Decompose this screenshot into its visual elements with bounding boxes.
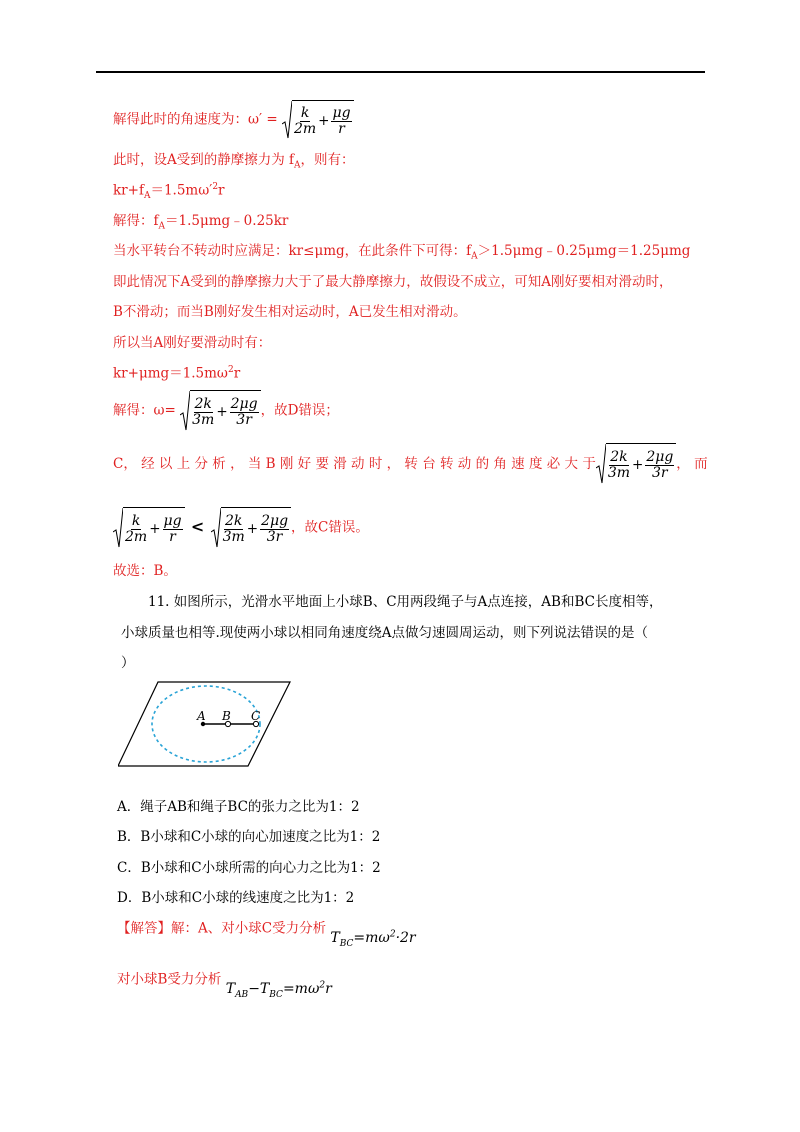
label-c: C	[251, 709, 261, 723]
line-equation-1: $kr+f_A=1.5m\omega'^2r$	[113, 182, 225, 202]
omega-prime-label: 解得此时的角速度为：ω′ =	[113, 111, 278, 128]
question-number: 11.	[148, 594, 170, 610]
line-conclusion-2: B不滑动；而当B刚好发生相对运动时，A已发生相对滑动。	[113, 304, 467, 320]
line-omega-prime	[113, 100, 354, 140]
line-omega-result: 解得：ω= $\frac{2k}{3m}$ + $\frac{2\mu g}{3r}$ ，故D错误；	[113, 390, 339, 432]
answer-line-2: 对小球B受力分析 $T_{AB}-T_{BC}=m\omega^2r$	[117, 971, 332, 1000]
sqrt-expression-2: $\frac{2k}{3m}$ + $\frac{2\mu g}{3r}$	[180, 390, 260, 432]
sqrt-expression-1: $\frac{k}{2m}$ + $\frac{\mu g}{r}$	[282, 100, 354, 140]
line-comparison: $\frac{k}{2m}$ + $\frac{\mu g}{r}$ < $\frac{2k}{3m}$ + $\frac{2\mu g}{3r}$ ，故C错误。	[113, 507, 369, 549]
header-rule	[96, 71, 705, 73]
line-solve-fa: 解得：$f_A=1.5\mu mg﹣0.25kr$	[113, 213, 289, 232]
sqrt-expression-4: $\frac{k}{2m}$ + $\frac{\mu g}{r}$	[113, 507, 185, 549]
line-static-friction: 此时，设A受到的静摩擦力为 $f_A$，则有：	[113, 152, 355, 171]
formula-tbc: $T_{BC}=m\omega^2\cdot 2r$	[330, 929, 416, 949]
option-d[interactable]: D．B小球和C小球的线速度之比为1：2	[117, 890, 355, 906]
label-b: B	[222, 709, 231, 723]
radical-sign	[180, 390, 190, 432]
sqrt-expression-5: $\frac{2k}{3m}$ + $\frac{2\mu g}{3r}$	[211, 507, 291, 549]
radical-sign	[211, 507, 221, 549]
figure-circular-motion	[118, 680, 293, 770]
formula-tab: $T_{AB}-T_{BC}=m\omega^2r$	[225, 980, 332, 1000]
line-equation-2: $kr+\mu mg=1.5m\omega^2r$	[113, 365, 241, 382]
answer-line-1: 【解答】解：A、对小球C受力分析 $T_{BC}=m\omega^2\cdot 2r$	[117, 920, 416, 949]
line-condition: 当水平转台不转动时应满足：kr≤μmg，在此条件下可得：$f_A>1.5\mu mg﹣0.25\mu mg=1.25\mu mg$	[113, 243, 691, 262]
line-c-analysis: C， 经 以 上 分 析 ， 当 B 刚 好 要 滑 动 时 ， 转 台 转 动 的 角 速 度 必 大 于 $\frac{2k}{3m}$ + $\frac{2\mu g}{3r}$ ， 而	[113, 443, 705, 485]
question-line-1: 11. 如图所示，光滑水平地面上小球B、C用两段绳子与A点连接，AB和BC长度相等，	[148, 594, 663, 610]
label-a: A	[197, 709, 206, 723]
line-answer-choice: 故选：B。	[113, 563, 177, 579]
question-line-2: 小球质量也相等.现使两小球以相同角速度绕A点做匀速圆周运动，则下列说法错误的是（	[121, 625, 649, 641]
line-when-a-slides: 所以当A刚好要滑动时有：	[113, 335, 272, 351]
option-a[interactable]: A．绳子AB和绳子BC的张力之比为1：2	[117, 799, 360, 815]
sqrt-expression-3: $\frac{2k}{3m}$ + $\frac{2\mu g}{3r}$	[596, 443, 676, 485]
option-b[interactable]: B．B小球和C小球的向心加速度之比为1：2	[117, 829, 381, 845]
radical-sign	[282, 100, 292, 140]
line-conclusion-1: 即此情况下A受到的静摩擦力大于了最大静摩擦力，故假设不成立，可知A刚好要相对滑动时，	[113, 274, 673, 290]
option-c[interactable]: C．B小球和C小球所需的向心力之比为1：2	[117, 860, 381, 876]
radical-sign	[113, 507, 123, 549]
radical-sign	[596, 443, 606, 485]
question-line-3: ）	[121, 655, 135, 671]
